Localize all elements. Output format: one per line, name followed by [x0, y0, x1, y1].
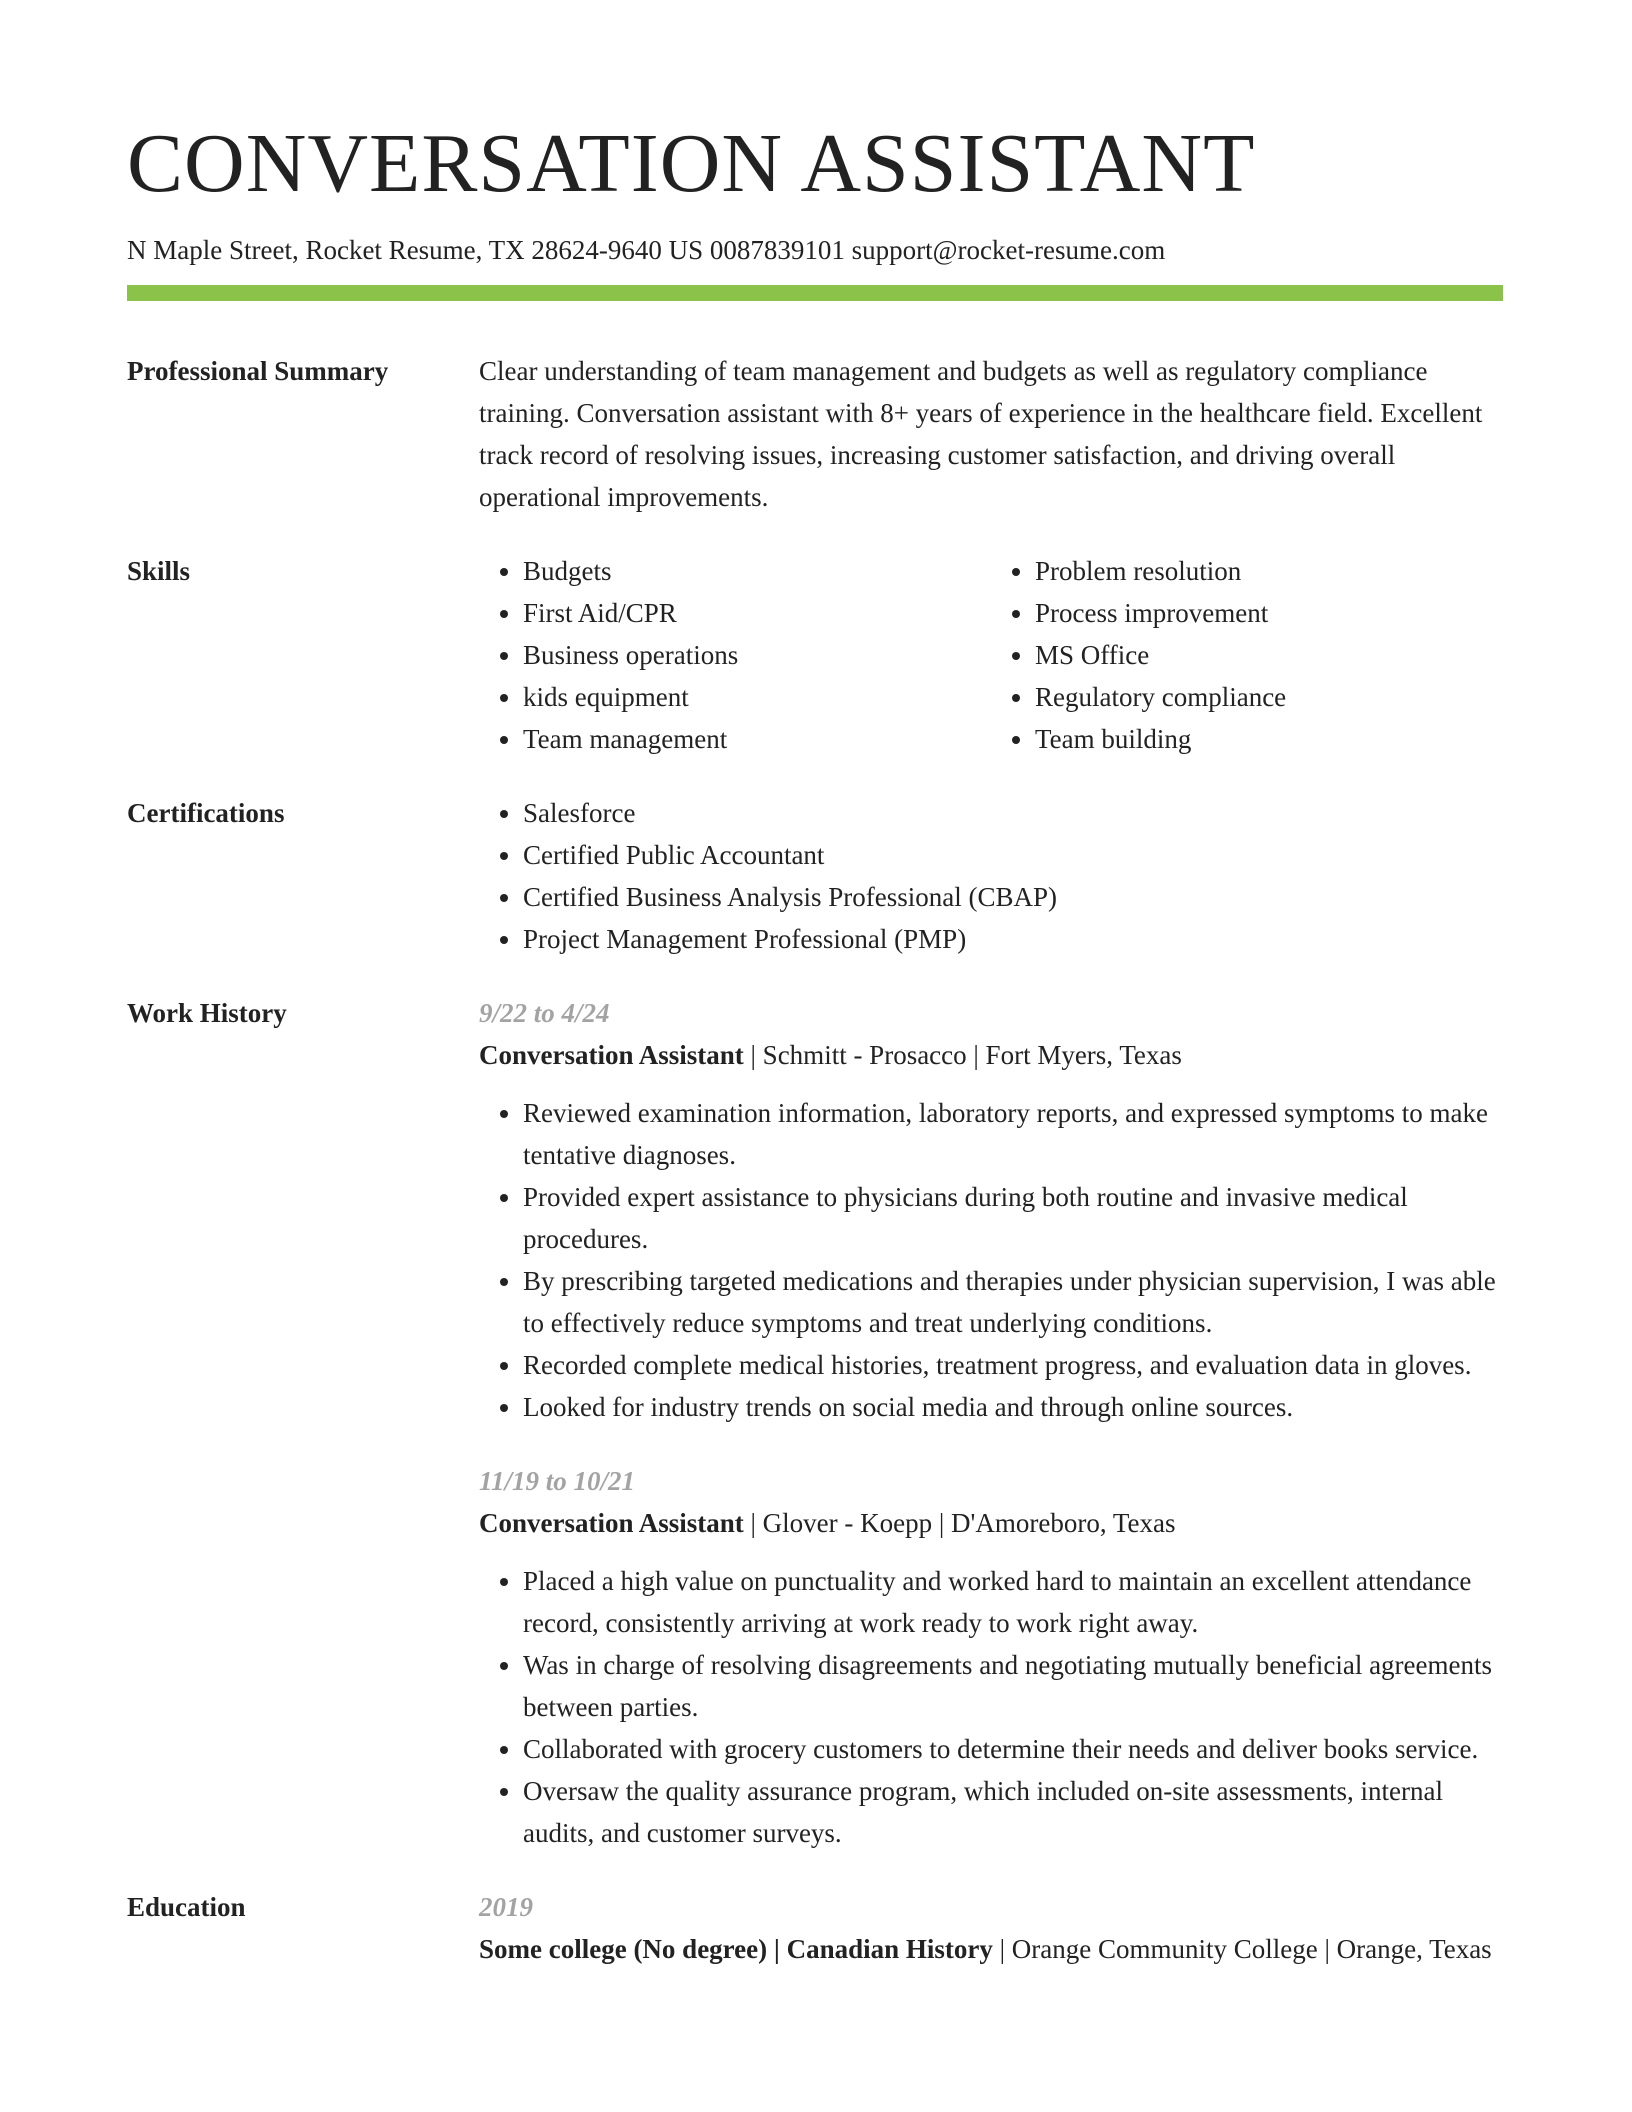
certification-item: • Project Management Professional (PMP) [523, 918, 1503, 960]
skill-item: • Process improvement [1035, 592, 1503, 634]
job-bullet: • Oversaw the quality assurance program, which included on-site assessments, internal audits, and customer surveys. [523, 1770, 1503, 1854]
skills-list-left [479, 550, 991, 760]
skills-list-right [991, 550, 1503, 760]
job-bullet: • Recorded complete medical histories, treatment progress, and evaluation data in gloves. [523, 1344, 1503, 1386]
contact-line: N Maple Street, Rocket Resume, TX 28624-9640 US 0087839101 support@rocket-resume.com [127, 235, 1166, 265]
skill-item: • First Aid/CPR [523, 592, 991, 634]
certifications-list [479, 792, 1503, 960]
certification-item: • Certified Business Analysis Professional (CBAP) [523, 876, 1503, 918]
skill-item: • Business operations [523, 634, 991, 676]
certification-item: • Certified Public Accountant [523, 834, 1503, 876]
summary-text: Clear understanding of team management and budgets as well as regulatory compliance training. Conversation assistant with 8+ years of experience in the healthcare field. Excellent track record of resolving issues, increasing customer satisfaction, and driving overall operational improvements. [479, 356, 1483, 512]
job-bullet: • Looked for industry trends on social media and through online sources. [523, 1386, 1503, 1428]
section-title-education: Education [127, 1892, 246, 1922]
education-line [479, 1928, 1503, 1970]
section-summary [127, 350, 1503, 518]
job-role-line [479, 1502, 1503, 1544]
section-education [127, 1886, 1503, 1970]
section-title-work-history: Work History [127, 998, 287, 1028]
skill-item: • kids equipment [523, 676, 991, 718]
job-dates: 9/22 to 4/24 [479, 998, 610, 1028]
job-bullet: • By prescribing targeted medications and therapies under physician supervision, I was able to effectively reduce symptoms and treat underlying conditions. [523, 1260, 1503, 1344]
section-work-history [127, 992, 1503, 1854]
job-bullets [479, 1092, 1503, 1428]
job-details: | Glover - Koepp | D'Amoreboro, Texas [743, 1508, 1176, 1538]
education-degree: Some college (No degree) | Canadian History [479, 1934, 993, 1964]
job-bullet: • Provided expert assistance to physicians during both routine and invasive medical procedures. [523, 1176, 1503, 1260]
section-title-skills: Skills [127, 556, 191, 586]
skill-item: • Team building [1035, 718, 1503, 760]
job-bullets [479, 1560, 1503, 1854]
skill-item: • Budgets [523, 550, 991, 592]
resume-content [127, 350, 1503, 2002]
job-entry [479, 992, 1503, 1428]
job-bullet: • Reviewed examination information, laboratory reports, and expressed symptoms to make tentative diagnoses. [523, 1092, 1503, 1176]
education-details: | Orange Community College | Orange, Texas [992, 1934, 1492, 1964]
candidate-name: CONVERSATION ASSISTANT [127, 117, 1256, 210]
section-title-certifications: Certifications [127, 798, 285, 828]
job-bullet: • Collaborated with grocery customers to determine their needs and deliver books service. [523, 1728, 1503, 1770]
section-certifications [127, 792, 1503, 960]
job-role: Conversation Assistant [479, 1040, 744, 1070]
section-skills [127, 550, 1503, 760]
job-dates: 11/19 to 10/21 [479, 1466, 636, 1496]
job-role: Conversation Assistant [479, 1508, 744, 1538]
job-bullet: • Was in charge of resolving disagreements and negotiating mutually beneficial agreements between parties. [523, 1644, 1503, 1728]
skill-item: • Problem resolution [1035, 550, 1503, 592]
header-divider [127, 285, 1503, 301]
job-details: | Schmitt - Prosacco | Fort Myers, Texas [743, 1040, 1182, 1070]
skill-item: • Team management [523, 718, 991, 760]
job-bullet: • Placed a high value on punctuality and worked hard to maintain an excellent attendance record, consistently arriving at work ready to work right away. [523, 1560, 1503, 1644]
job-role-line [479, 1034, 1503, 1076]
section-title-summary: Professional Summary [127, 356, 389, 386]
education-year: 2019 [479, 1892, 533, 1922]
certification-item: • Salesforce [523, 792, 1503, 834]
skill-item: • Regulatory compliance [1035, 676, 1503, 718]
skill-item: • MS Office [1035, 634, 1503, 676]
job-entry [479, 1460, 1503, 1854]
